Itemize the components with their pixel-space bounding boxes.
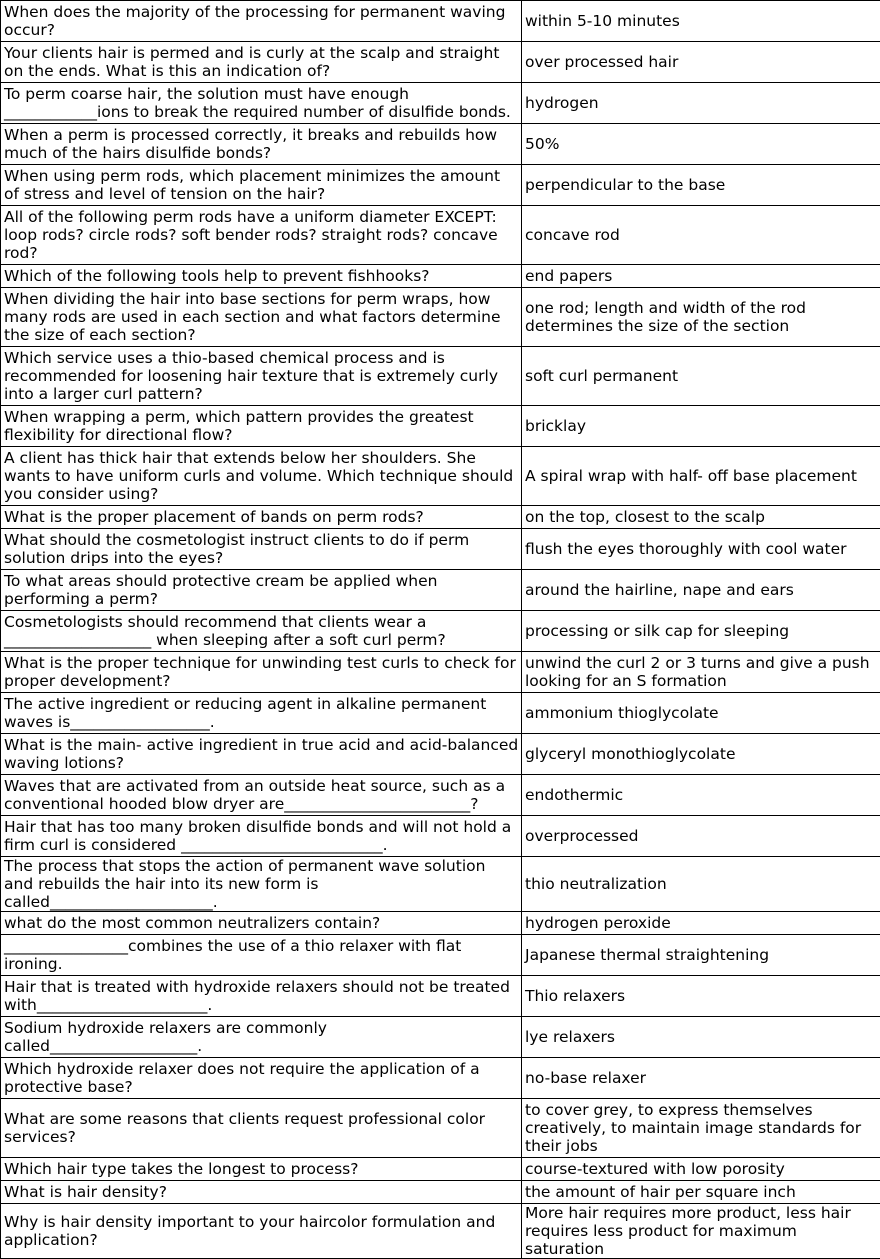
question-cell: Cosmetologists should recommend that clients wear a ___________________ when sleeping after a soft curl perm?: [1, 611, 522, 652]
answer-cell: A spiral wrap with half- off base placement: [522, 447, 880, 506]
answer-cell: end papers: [522, 265, 880, 288]
question-cell: What is the proper placement of bands on perm rods?: [1, 506, 522, 529]
question-cell: Which of the following tools help to prevent fishhooks?: [1, 265, 522, 288]
answer-cell: endothermic: [522, 775, 880, 816]
question-cell: Why is hair density important to your haircolor formulation and application?: [1, 1204, 522, 1259]
table-row: [1, 912, 880, 935]
table-row: [1, 1058, 880, 1099]
answer-cell: perpendicular to the base: [522, 165, 880, 206]
answer-cell: flush the eyes thoroughly with cool water: [522, 529, 880, 570]
question-cell: Which hair type takes the longest to process?: [1, 1158, 522, 1181]
question-cell: All of the following perm rods have a uniform diameter EXCEPT: loop rods? circle rods? soft bender rods? straight rods? concave rod?: [1, 206, 522, 265]
answer-cell: lye relaxers: [522, 1017, 880, 1058]
question-cell: The active ingredient or reducing agent in alkaline permanent waves is__________________.: [1, 693, 522, 734]
question-cell: What is the main- active ingredient in true acid and acid-balanced waving lotions?: [1, 734, 522, 775]
answer-cell: glyceryl monothioglycolate: [522, 734, 880, 775]
flashcard-rows: [1, 1, 880, 1259]
answer-cell: 50%: [522, 124, 880, 165]
table-row: [1, 206, 880, 265]
question-cell: what do the most common neutralizers contain?: [1, 912, 522, 935]
answer-cell: overprocessed: [522, 816, 880, 857]
answer-cell: unwind the curl 2 or 3 turns and give a push looking for an S formation: [522, 652, 880, 693]
table-row: [1, 124, 880, 165]
answer-cell: More hair requires more product, less hair requires less product for maximum saturation: [522, 1204, 880, 1259]
question-cell: When dividing the hair into base sections for perm wraps, how many rods are used in each section and what factors determine the size of each section?: [1, 288, 522, 347]
answer-cell: bricklay: [522, 406, 880, 447]
question-cell: What is the proper technique for unwinding test curls to check for proper development?: [1, 652, 522, 693]
table-row: [1, 406, 880, 447]
table-row: [1, 83, 880, 124]
question-cell: When a perm is processed correctly, it breaks and rebuilds how much of the hairs disulfide bonds?: [1, 124, 522, 165]
question-cell: Waves that are activated from an outside heat source, such as a conventional hooded blow dryer are________________________?: [1, 775, 522, 816]
answer-cell: thio neutralization: [522, 857, 880, 912]
table-row: [1, 506, 880, 529]
answer-cell: over processed hair: [522, 42, 880, 83]
answer-cell: concave rod: [522, 206, 880, 265]
question-cell: Sodium hydroxide relaxers are commonly called___________________.: [1, 1017, 522, 1058]
answer-cell: hydrogen peroxide: [522, 912, 880, 935]
table-row: [1, 976, 880, 1017]
answer-cell: no-base relaxer: [522, 1058, 880, 1099]
table-row: [1, 1158, 880, 1181]
question-cell: When wrapping a perm, which pattern provides the greatest flexibility for directional flow?: [1, 406, 522, 447]
question-cell: Hair that has too many broken disulfide bonds and will not hold a firm curl is considered __________________________.: [1, 816, 522, 857]
question-cell: To what areas should protective cream be applied when performing a perm?: [1, 570, 522, 611]
table-row: [1, 1, 880, 42]
table-row: [1, 693, 880, 734]
question-cell: Hair that is treated with hydroxide relaxers should not be treated with______________________.: [1, 976, 522, 1017]
table-row: [1, 42, 880, 83]
table-row: [1, 570, 880, 611]
answer-cell: Thio relaxers: [522, 976, 880, 1017]
table-row: [1, 857, 880, 912]
answer-cell: Japanese thermal straightening: [522, 935, 880, 976]
table-row: [1, 816, 880, 857]
table-row: [1, 529, 880, 570]
answer-cell: around the hairline, nape and ears: [522, 570, 880, 611]
table-row: [1, 775, 880, 816]
question-cell: The process that stops the action of permanent wave solution and rebuilds the hair into its new form is called_____________________.: [1, 857, 522, 912]
table-row: [1, 1204, 880, 1259]
table-row: [1, 347, 880, 406]
answer-cell: one rod; length and width of the rod determines the size of the section: [522, 288, 880, 347]
table-row: [1, 265, 880, 288]
table-row: [1, 1017, 880, 1058]
question-cell: When using perm rods, which placement minimizes the amount of stress and level of tension on the hair?: [1, 165, 522, 206]
question-cell: When does the majority of the processing for permanent waving occur?: [1, 1, 522, 42]
question-cell: What should the cosmetologist instruct clients to do if perm solution drips into the eyes?: [1, 529, 522, 570]
table-row: [1, 165, 880, 206]
answer-cell: within 5-10 minutes: [522, 1, 880, 42]
table-row: [1, 652, 880, 693]
table-row: [1, 1099, 880, 1158]
table-row: [1, 447, 880, 506]
table-row: [1, 1181, 880, 1204]
table-row: [1, 611, 880, 652]
question-cell: Which service uses a thio-based chemical process and is recommended for loosening hair texture that is extremely curly into a larger curl pattern?: [1, 347, 522, 406]
answer-cell: course-textured with low porosity: [522, 1158, 880, 1181]
answer-cell: to cover grey, to express themselves creatively, to maintain image standards for their jobs: [522, 1099, 880, 1158]
answer-cell: soft curl permanent: [522, 347, 880, 406]
question-cell: To perm coarse hair, the solution must have enough ____________ions to break the required number of disulfide bonds.: [1, 83, 522, 124]
answer-cell: hydrogen: [522, 83, 880, 124]
question-cell: Which hydroxide relaxer does not require the application of a protective base?: [1, 1058, 522, 1099]
table-row: [1, 288, 880, 347]
question-cell: ________________combines the use of a thio relaxer with flat ironing.: [1, 935, 522, 976]
question-cell: What are some reasons that clients request professional color services?: [1, 1099, 522, 1158]
table-row: [1, 734, 880, 775]
question-cell: Your clients hair is permed and is curly at the scalp and straight on the ends. What is this an indication of?: [1, 42, 522, 83]
question-cell: A client has thick hair that extends below her shoulders. She wants to have uniform curls and volume. Which technique should you consider using?: [1, 447, 522, 506]
answer-cell: processing or silk cap for sleeping: [522, 611, 880, 652]
table-row: [1, 935, 880, 976]
question-cell: What is hair density?: [1, 1181, 522, 1204]
answer-cell: ammonium thioglycolate: [522, 693, 880, 734]
answer-cell: the amount of hair per square inch: [522, 1181, 880, 1204]
answer-cell: on the top, closest to the scalp: [522, 506, 880, 529]
